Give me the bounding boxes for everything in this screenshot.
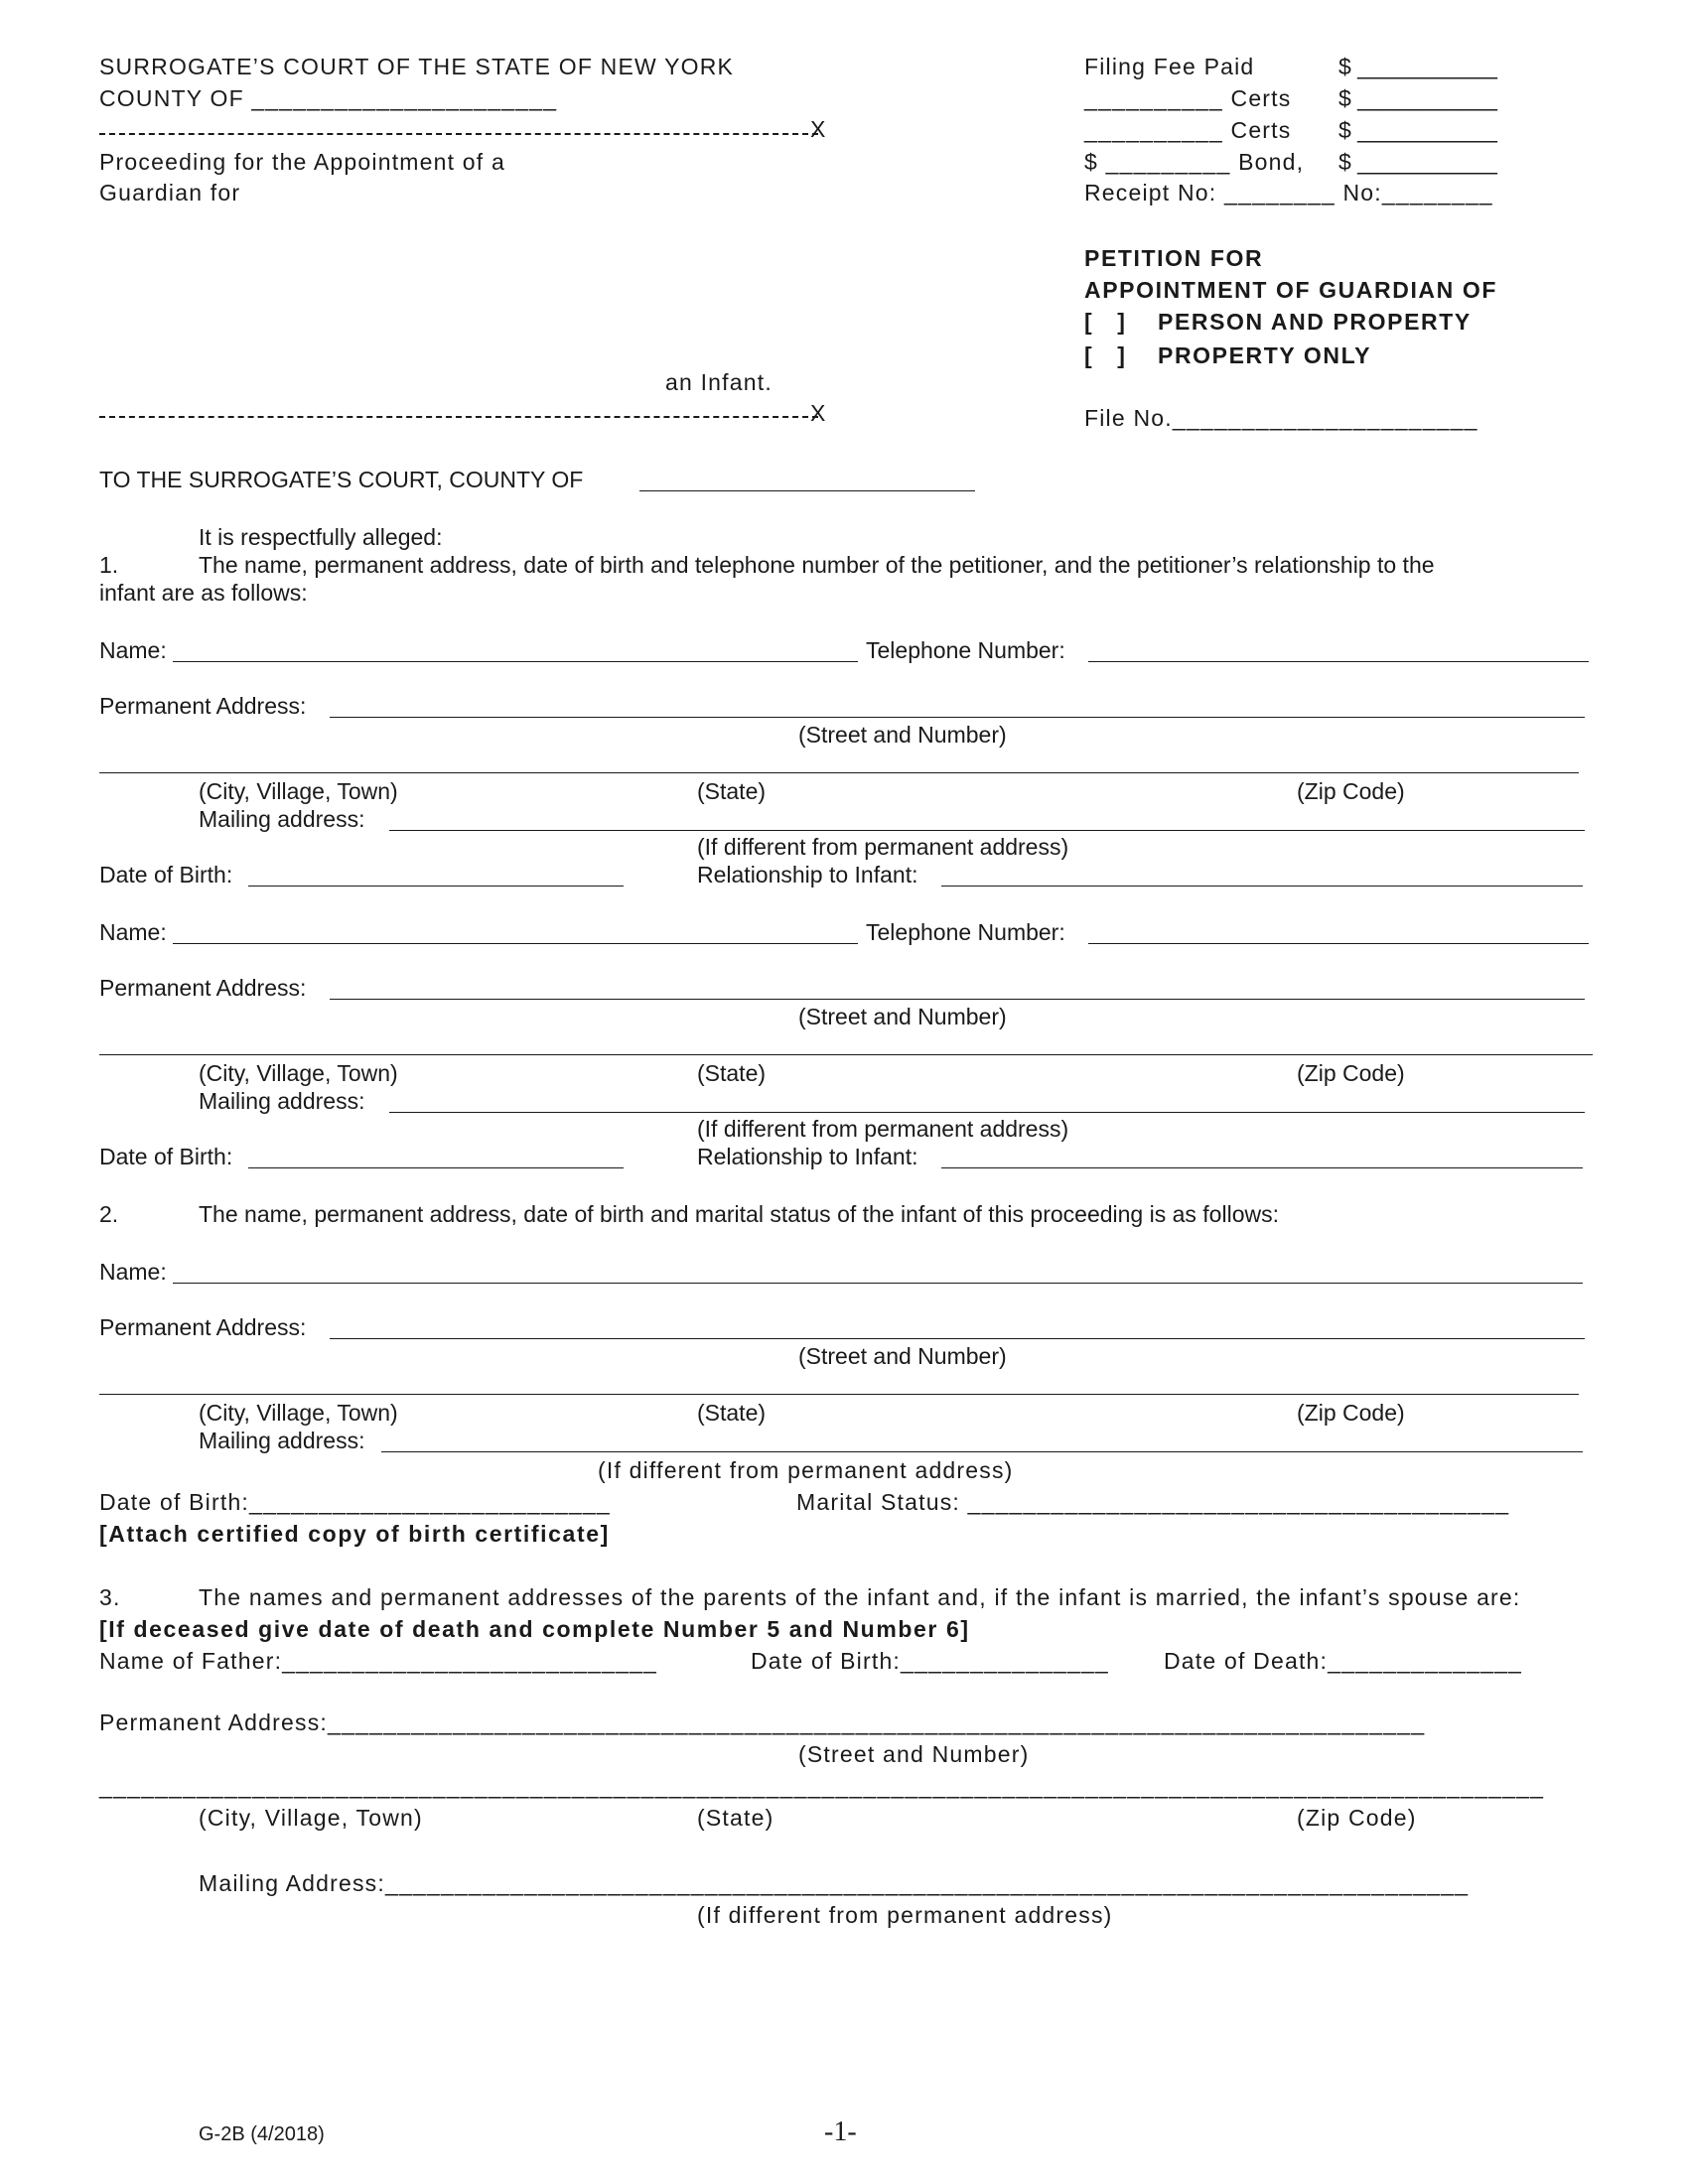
petitioner-2-state-caption: (State) — [697, 1060, 767, 1086]
section-2-number: 2. — [99, 1201, 119, 1227]
petitioner-1-city-caption: (City, Village, Town) — [199, 778, 398, 804]
father-street-caption: (Street and Number) — [798, 1741, 1030, 1767]
section-3-text: The names and permanent addresses of the parents of the infant and, if the infant is married, the infant’s spouse are: — [199, 1584, 1521, 1610]
petitioner-2-mailing-label: Mailing address: — [199, 1088, 365, 1114]
infant-mailing-label: Mailing address: — [199, 1428, 365, 1453]
petitioner-2-name-field[interactable] — [173, 943, 858, 944]
option-property-only: PROPERTY ONLY — [1158, 342, 1372, 368]
petitioner-1-dob-label: Date of Birth: — [99, 862, 233, 887]
petitioner-1-mailing-label: Mailing address: — [199, 806, 365, 832]
father-dod-field[interactable]: Date of Death:______________ — [1164, 1648, 1522, 1674]
petitioner-1-address-label: Permanent Address: — [99, 693, 307, 719]
father-zip-caption: (Zip Code) — [1297, 1805, 1417, 1831]
form-id: G-2B (4/2018) — [199, 2123, 325, 2145]
father-address-field[interactable]: Permanent Address:_______________________________________________________________________________ — [99, 1709, 1426, 1735]
certs-2-amount[interactable]: $ ___________ — [1338, 117, 1497, 143]
an-infant-label: an Infant. — [665, 369, 773, 395]
petitioner-1-name-field[interactable] — [173, 661, 858, 662]
infant-zip-caption: (Zip Code) — [1297, 1400, 1405, 1426]
checkbox-property-only[interactable]: [ ] — [1084, 342, 1127, 368]
petitioner-2-city-caption: (City, Village, Town) — [199, 1060, 398, 1086]
father-city-caption: (City, Village, Town) — [199, 1805, 423, 1831]
petition-title-1: PETITION FOR — [1084, 245, 1264, 271]
petitioner-2-address-field[interactable] — [330, 999, 1585, 1000]
option-person-property: PERSON AND PROPERTY — [1158, 309, 1472, 335]
caption-x-top: X — [810, 116, 826, 142]
petitioner-2-dob-label: Date of Birth: — [99, 1144, 233, 1169]
petitioner-1-city-line[interactable] — [99, 772, 1579, 773]
petitioner-2-relationship-label: Relationship to Infant: — [697, 1144, 918, 1169]
section-2-text: The name, permanent address, date of birth and marital status of the infant of this proceeding is as follows: — [199, 1201, 1279, 1227]
infant-name-field[interactable] — [173, 1283, 1583, 1284]
bond-label[interactable]: $ _________ Bond, — [1084, 149, 1305, 175]
infant-address-label: Permanent Address: — [99, 1314, 307, 1340]
caption-x-bottom: X — [810, 400, 826, 426]
to-court-county-field[interactable] — [639, 490, 975, 491]
father-city-line[interactable]: ________________________________________________________________________________________________________ — [99, 1773, 1545, 1799]
petitioner-2-mailing-field[interactable] — [389, 1112, 1585, 1113]
petition-title-2: APPOINTMENT OF GUARDIAN OF — [1084, 277, 1497, 303]
father-mailing-field[interactable]: Mailing Address:______________________________________________________________________________ — [199, 1870, 1470, 1896]
infant-marital-status-field[interactable]: Marital Status: _______________________________________ — [796, 1489, 1510, 1515]
infant-dob-field[interactable]: Date of Birth:__________________________ — [99, 1489, 611, 1515]
section-1-number: 1. — [99, 552, 119, 578]
petitioner-1-telephone-label: Telephone Number: — [866, 637, 1065, 663]
proceeding-label-1: Proceeding for the Appointment of a — [99, 149, 505, 175]
petitioner-1-relationship-field[interactable] — [941, 886, 1583, 887]
petitioner-1-relationship-label: Relationship to Infant: — [697, 862, 918, 887]
father-if-different: (If different from permanent address) — [697, 1902, 1113, 1928]
petitioner-1-mailing-field[interactable] — [389, 830, 1585, 831]
infant-name-label: Name: — [99, 1259, 167, 1285]
petitioner-1-address-field[interactable] — [330, 717, 1585, 718]
file-number-field[interactable]: File No.______________________ — [1084, 405, 1478, 431]
father-state-caption: (State) — [697, 1805, 774, 1831]
petitioner-1-name-label: Name: — [99, 637, 167, 663]
infant-state-caption: (State) — [697, 1400, 767, 1426]
petitioner-1-street-caption: (Street and Number) — [798, 722, 1007, 748]
section-1-text: The name, permanent address, date of birth and telephone number of the petitioner, and the petitioner’s relationship to the — [199, 552, 1435, 578]
proceeding-label-2: Guardian for — [99, 180, 241, 205]
bond-amount[interactable]: $ ___________ — [1338, 149, 1497, 175]
petitioner-1-state-caption: (State) — [697, 778, 767, 804]
petitioner-2-telephone-label: Telephone Number: — [866, 919, 1065, 945]
petitioner-1-zip-caption: (Zip Code) — [1297, 778, 1405, 804]
petitioner-1-if-different: (If different from permanent address) — [697, 834, 1069, 860]
petitioner-2-telephone-field[interactable] — [1088, 943, 1589, 944]
certs-1-label[interactable]: __________ Certs — [1084, 85, 1292, 111]
petitioner-2-relationship-field[interactable] — [941, 1167, 1583, 1168]
petitioner-1-dob-field[interactable] — [248, 886, 624, 887]
court-name: SURROGATE’S COURT OF THE STATE OF NEW YORK — [99, 54, 735, 79]
petitioner-2-dob-field[interactable] — [248, 1167, 624, 1168]
petitioner-2-name-label: Name: — [99, 919, 167, 945]
section-3-deceased-note: [If deceased give date of death and complete Number 5 and Number 6] — [99, 1616, 970, 1642]
infant-if-different: (If different from permanent address) — [598, 1457, 1014, 1483]
infant-mailing-field[interactable] — [381, 1451, 1583, 1452]
infant-city-line[interactable] — [99, 1394, 1579, 1395]
petitioner-2-zip-caption: (Zip Code) — [1297, 1060, 1405, 1086]
filing-fee-amount[interactable]: $ ___________ — [1338, 54, 1497, 79]
petitioner-2-address-label: Permanent Address: — [99, 975, 307, 1001]
filing-fee-label: Filing Fee Paid — [1084, 54, 1255, 79]
certs-1-amount[interactable]: $ ___________ — [1338, 85, 1497, 111]
section-3-number: 3. — [99, 1584, 121, 1610]
petitioner-2-street-caption: (Street and Number) — [798, 1004, 1007, 1029]
county-field[interactable]: COUNTY OF ______________________ — [99, 85, 558, 111]
father-name-field[interactable]: Name of Father:___________________________ — [99, 1648, 657, 1674]
page-number: -1- — [824, 2116, 857, 2147]
caption-divider-bottom — [99, 416, 818, 418]
attach-birth-certificate-note: [Attach certified copy of birth certificate] — [99, 1521, 610, 1547]
caption-divider-top — [99, 133, 818, 135]
petitioner-2-if-different: (If different from permanent address) — [697, 1116, 1069, 1142]
father-dob-field[interactable]: Date of Birth:_______________ — [751, 1648, 1109, 1674]
petitioner-1-telephone-field[interactable] — [1088, 661, 1589, 662]
checkbox-person-property[interactable]: [ ] — [1084, 309, 1127, 335]
receipt-field[interactable]: Receipt No: ________ No:________ — [1084, 180, 1493, 205]
to-court-label: TO THE SURROGATE’S COURT, COUNTY OF — [99, 467, 584, 492]
petitioner-2-city-line[interactable] — [99, 1054, 1593, 1055]
infant-address-field[interactable] — [330, 1338, 1585, 1339]
infant-city-caption: (City, Village, Town) — [199, 1400, 398, 1426]
certs-2-label[interactable]: __________ Certs — [1084, 117, 1292, 143]
intro-text: It is respectfully alleged: — [199, 524, 443, 550]
infant-street-caption: (Street and Number) — [798, 1343, 1007, 1369]
section-1-text-cont: infant are as follows: — [99, 580, 308, 606]
